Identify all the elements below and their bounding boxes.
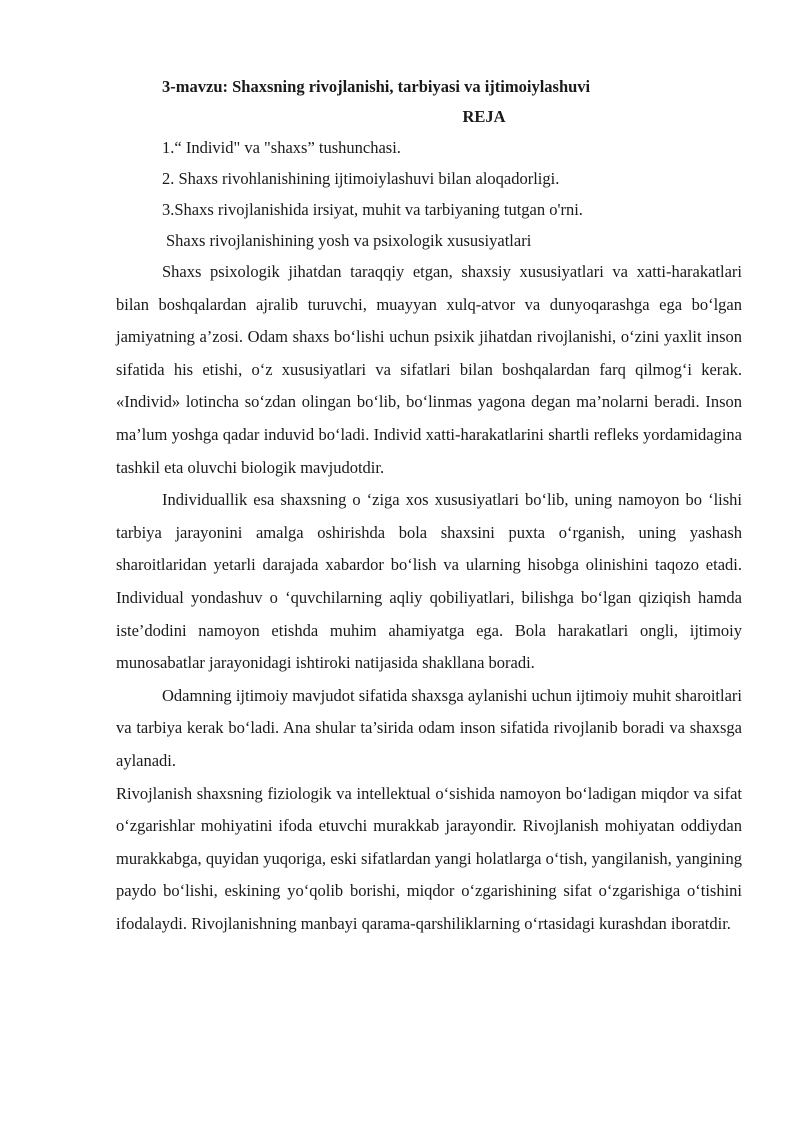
plan-heading: REJA bbox=[462, 107, 506, 126]
document-page bbox=[116, 72, 742, 940]
plan-item: 2. Shaxs rivohlanishining ijtimoiylashuvi bilan aloqadorligi. bbox=[162, 169, 560, 188]
body-paragraph: Shaxs psixologik jihatdan taraqqiy etgan, shaxsiy xususiyatlari va xatti-harakatlari bilan boshqalardan ajralib turuvchi, muayyan xulq-atvor va dunyoqarashga ega bo‘lgan jamiyatning a’zosi. Odam shaxs bo‘lishi uchun psixik jihatdan rivojlanishi, o‘zini yaxlit inson sifatida his etishi, o‘z xususiyatlari va sifatlari bilan boshqalardan farq qilmog‘i kerak. «Individ» lotincha so‘zdan olingan bo‘lib, bo‘linmas yagona degan ma’nolarni beradi. Inson ma’lum yoshga qadar induvid bo‘ladi. Individ xatti-harakatlarini shartli refleks yordamidagina tashkil eta oluvchi biologik mavjudotdir. bbox=[116, 262, 742, 477]
plan-item: Shaxs rivojlanishining yosh va psixologik xususiyatlari bbox=[166, 231, 532, 250]
plan-item: 3.Shaxs rivojlanishida irsiyat, muhit va tarbiyaning tutgan o'rni. bbox=[162, 200, 583, 219]
body-paragraph: Odamning ijtimoiy mavjudot sifatida shaxsga aylanishi uchun ijtimoiy muhit sharoitlari va tarbiya kerak bo‘ladi. Ana shular ta’sirida odam inson sifatida rivojlanib boradi va shaxsga aylanadi. bbox=[116, 685, 742, 770]
body-paragraph: Individuallik esa shaxsning o ‘ziga xos xususiyatlari bo‘lib, uning namoyon bo ‘lishi tarbiya jarayonini amalga oshirishda bola shaxsini puxta o‘rganish, uning yashash sharoitlaridan yetarli darajada xabardor bo‘lish va ularning hisobga olinishini taqozo etadi. Individual yondashuv o ‘quvchilarning aqliy qobiliyatlari, bilishga bo‘lgan qiziqish hamda iste’dodini namoyon etishda muhim ahamiyatga ega. Bola harakatlari ongli, ijtimoiy munosabatlar jarayonidagi ishtiroki natijasida shakllana boradi. bbox=[116, 490, 742, 673]
plan-list bbox=[116, 132, 742, 256]
plan-item: 1.“ Individ" va "shaxs” tushunchasi. bbox=[162, 138, 401, 157]
body-paragraph: Rivojlanish shaxsning fiziologik va intellektual o‘sishida namoyon bo‘ladigan miqdor va sifat o‘zgarishlar mohiyatini ifoda etuvchi murakkab jarayondir. Rivojlanish mohiyatan oddiydan murakkabga, quyidan yuqoriga, eski sifatlardan yangi holatlarga o‘tish, yangilanish, yangining paydo bo‘lishi, eskining yo‘qolib borishi, miqdor o‘zgarishining sifat o‘zgarishiga o‘tishini ifodalaydi. Rivojlanishning manbayi qarama-qarshiliklarning o‘rtasidagi kurashdan iboratdir. bbox=[116, 783, 742, 933]
document-title: 3-mavzu: Shaxsning rivojlanishi, tarbiyasi va ijtimoiylashuvi bbox=[162, 77, 591, 96]
